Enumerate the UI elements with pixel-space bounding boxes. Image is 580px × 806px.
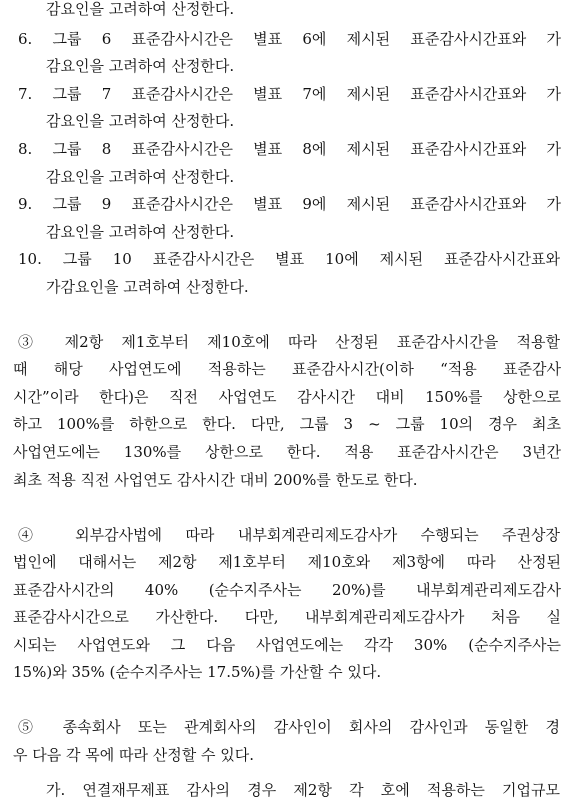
text-line: 표준감사시간으로 가산한다. 다만, 내부회계관리제도감사가 처음 실	[13, 608, 561, 626]
text-line: 감요인을 고려하여 산정한다.	[46, 0, 235, 18]
text-line: 표준감사시간의 40% (순수지주사는 20%)를 내부회계관리제도감사	[13, 581, 561, 599]
text-line: ③ 제2항 제1호부터 제10호에 따라 산정된 표준감사시간을 적용할	[18, 333, 560, 351]
text-line: 법인에 대해서는 제2항 제1호부터 제10호와 제3항에 따라 산정된	[13, 553, 561, 571]
text-line: 우 다음 각 목에 따라 산정할 수 있다.	[13, 746, 255, 764]
text-line: 6. 그룹 6 표준감사시간은 별표 6에 제시된 표준감사시간표와 가	[18, 30, 561, 48]
text-line: 최초 적용 직전 사업연도 감사시간 대비 200%를 한도로 한다.	[13, 471, 418, 489]
text-line: 9. 그룹 9 표준감사시간은 별표 9에 제시된 표준감사시간표와 가	[18, 195, 561, 213]
text-line: 시간”이라 한다)은 직전 사업연도 감사시간 대비 150%를 상한으로	[13, 388, 561, 406]
text-line: 7. 그룹 7 표준감사시간은 별표 7에 제시된 표준감사시간표와 가	[18, 85, 561, 103]
text-line: 가감요인을 고려하여 산정한다.	[46, 278, 249, 296]
text-line: 10. 그룹 10 표준감사시간은 별표 10에 제시된 표준감사시간표와	[18, 250, 560, 268]
text-line: ④ 외부감사법에 따라 내부회계관리제도감사가 수행되는 주권상장	[18, 526, 560, 544]
text-line: 15%)와 35% (순수지주사는 17.5%)를 가산할 수 있다.	[13, 663, 382, 681]
text-line: 가. 연결재무제표 감사의 경우 제2항 각 호에 적용하는 기업규모	[46, 781, 560, 799]
text-line: 8. 그룹 8 표준감사시간은 별표 8에 제시된 표준감사시간표와 가	[18, 140, 561, 158]
text-line: 시되는 사업연도와 그 다음 사업연도에는 각각 30% (순수지주사는	[13, 636, 561, 654]
text-line: 감요인을 고려하여 산정한다.	[46, 223, 235, 241]
text-line: 하고 100%를 하한으로 한다. 다만, 그룹 3 ~ 그룹 10의 경우 최초	[13, 415, 561, 433]
text-line: 사업연도에는 130%를 상한으로 한다. 적용 표준감사시간은 3년간	[13, 443, 561, 461]
text-line: 때 해당 사업연도에 적용하는 표준감사시간(이하 “적용 표준감사	[13, 360, 561, 378]
text-line: 감요인을 고려하여 산정한다.	[46, 112, 235, 130]
text-line: 감요인을 고려하여 산정한다.	[46, 57, 235, 75]
text-line: 감요인을 고려하여 산정한다.	[46, 168, 235, 186]
text-line: ⑤ 종속회사 또는 관계회사의 감사인이 회사의 감사인과 동일한 경	[18, 718, 560, 736]
